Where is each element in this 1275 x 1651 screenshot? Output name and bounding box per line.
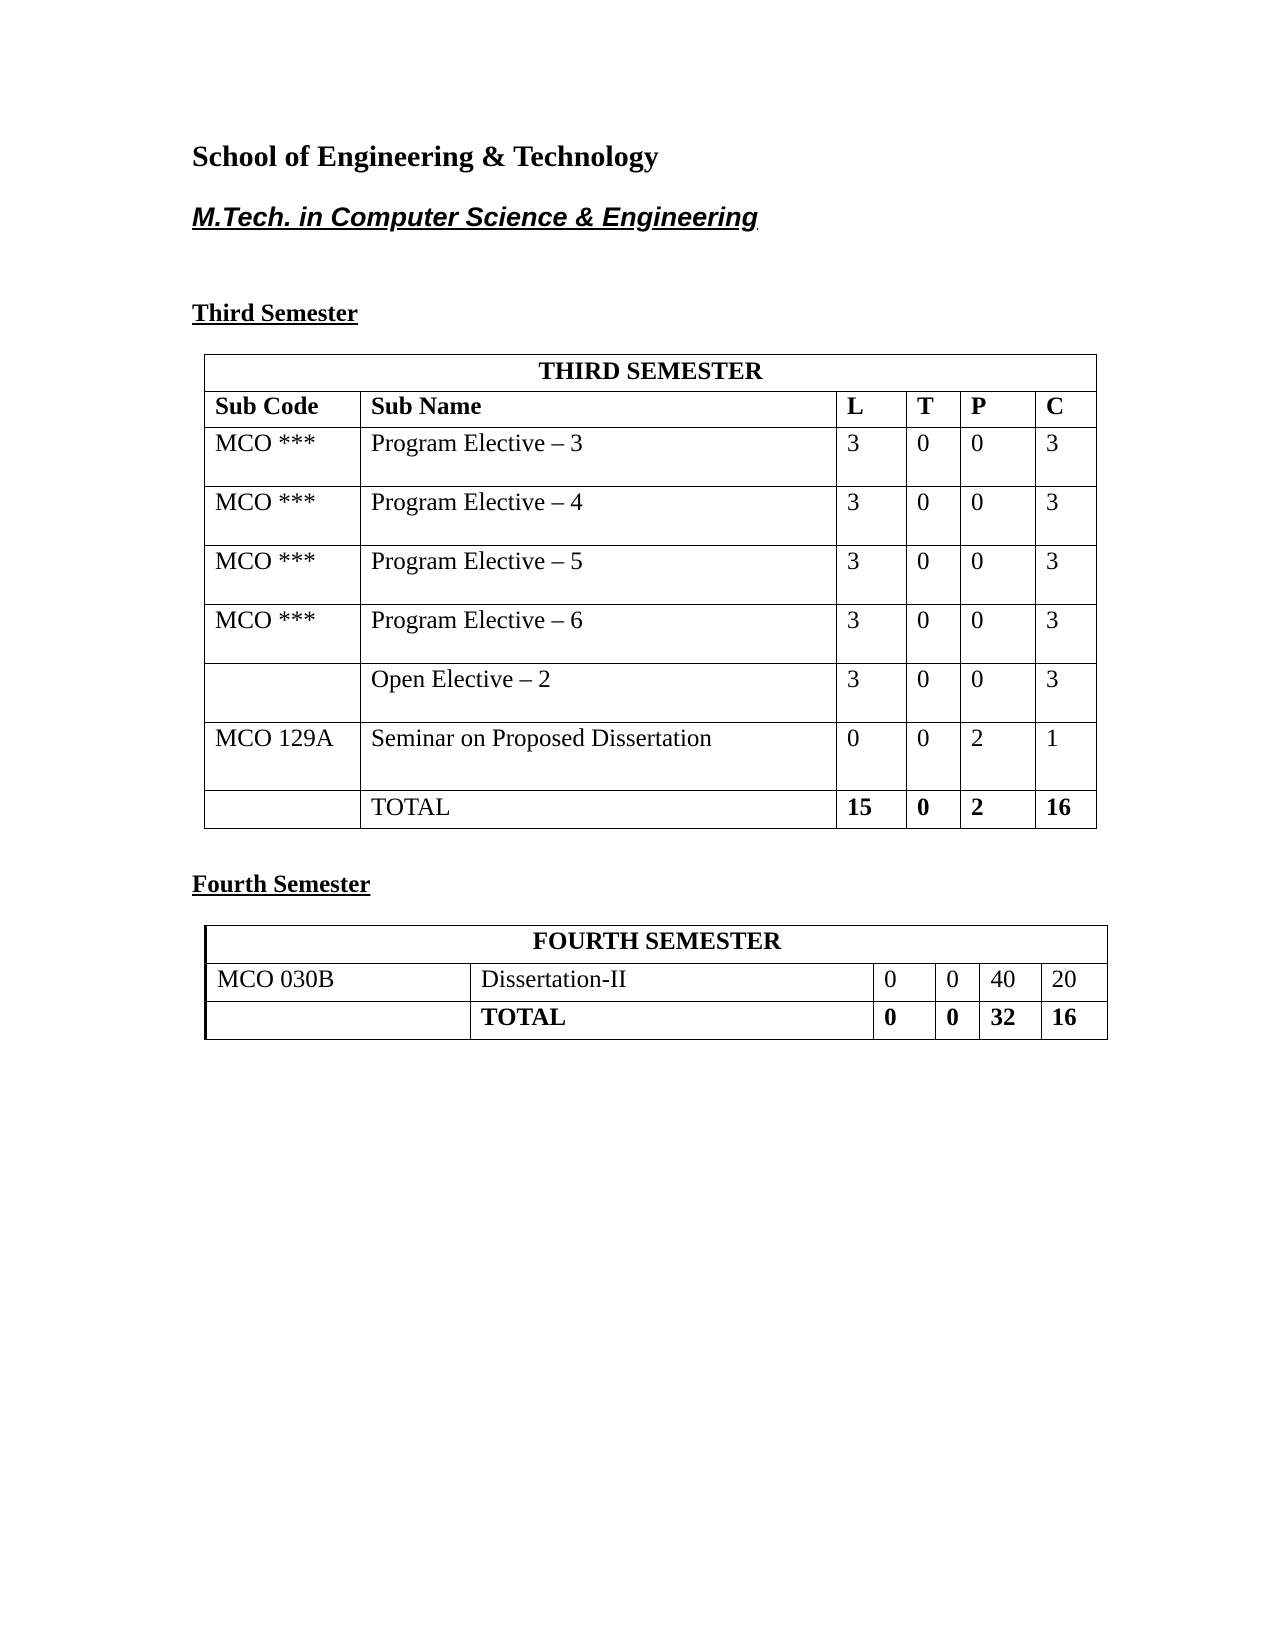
practical-hours: 0 xyxy=(961,664,1036,723)
lecture-hours: 3 xyxy=(837,487,907,546)
sub-code: MCO 030B xyxy=(206,964,471,1002)
practical-hours: 0 xyxy=(961,605,1036,664)
credits: 1 xyxy=(1036,723,1097,791)
total-label: TOTAL xyxy=(470,1002,873,1040)
sub-name: Program Elective – 5 xyxy=(361,546,837,605)
table-row xyxy=(205,428,1097,487)
total-lecture: 15 xyxy=(837,791,907,829)
practical-hours: 0 xyxy=(961,546,1036,605)
program-title: M.Tech. in Computer Science & Engineering xyxy=(192,202,759,232)
sub-name: Seminar on Proposed Dissertation xyxy=(361,723,837,791)
table-row xyxy=(206,964,1108,1002)
sub-name: Program Elective – 6 xyxy=(361,605,837,664)
tutorial-hours: 0 xyxy=(907,723,961,791)
lecture-hours: 3 xyxy=(837,664,907,723)
total-row xyxy=(206,1002,1108,1040)
sub-code xyxy=(205,791,361,829)
sub-name: Open Elective – 2 xyxy=(361,664,837,723)
lecture-hours: 0 xyxy=(837,723,907,791)
practical-hours: 0 xyxy=(961,428,1036,487)
total-lecture: 0 xyxy=(874,1002,936,1040)
sub-code xyxy=(206,1002,471,1040)
total-credits: 16 xyxy=(1036,791,1097,829)
lecture-hours: 3 xyxy=(837,546,907,605)
sub-code: MCO *** xyxy=(205,487,361,546)
tutorial-hours: 0 xyxy=(907,605,961,664)
fourth-semester-heading: Fourth Semester xyxy=(192,871,371,898)
fourth-semester-table xyxy=(204,925,1108,1040)
sub-name: Dissertation-II xyxy=(470,964,873,1002)
total-tutorial: 0 xyxy=(907,791,961,829)
credits: 20 xyxy=(1041,964,1107,1002)
total-row xyxy=(205,791,1097,829)
total-practical: 32 xyxy=(980,1002,1041,1040)
table-row xyxy=(205,664,1097,723)
sub-code: MCO *** xyxy=(205,428,361,487)
tutorial-hours: 0 xyxy=(936,964,980,1002)
total-label: TOTAL xyxy=(361,791,837,829)
table-row xyxy=(205,723,1097,791)
total-tutorial: 0 xyxy=(936,1002,980,1040)
practical-hours: 40 xyxy=(980,964,1041,1002)
column-header: T xyxy=(907,392,961,428)
sub-code: MCO 129A xyxy=(205,723,361,791)
sub-name: Program Elective – 4 xyxy=(361,487,837,546)
sub-name: Program Elective – 3 xyxy=(361,428,837,487)
credits: 3 xyxy=(1036,605,1097,664)
third-semester-heading: Third Semester xyxy=(192,300,358,327)
sub-code: MCO *** xyxy=(205,546,361,605)
tutorial-hours: 0 xyxy=(907,664,961,723)
credits: 3 xyxy=(1036,664,1097,723)
lecture-hours: 3 xyxy=(837,428,907,487)
sub-code xyxy=(205,664,361,723)
table-row xyxy=(205,487,1097,546)
practical-hours: 2 xyxy=(961,723,1036,791)
tutorial-hours: 0 xyxy=(907,428,961,487)
lecture-hours: 0 xyxy=(874,964,936,1002)
practical-hours: 0 xyxy=(961,487,1036,546)
total-practical: 2 xyxy=(961,791,1036,829)
table-row xyxy=(205,546,1097,605)
tutorial-hours: 0 xyxy=(907,546,961,605)
column-header: P xyxy=(961,392,1036,428)
credits: 3 xyxy=(1036,428,1097,487)
table-title: THIRD SEMESTER xyxy=(205,355,1097,392)
sub-code: MCO *** xyxy=(205,605,361,664)
column-header: Sub Code xyxy=(205,392,361,428)
column-header: C xyxy=(1036,392,1097,428)
lecture-hours: 3 xyxy=(837,605,907,664)
total-credits: 16 xyxy=(1041,1002,1107,1040)
column-header: L xyxy=(837,392,907,428)
table-title: FOURTH SEMESTER xyxy=(206,926,1108,964)
tutorial-hours: 0 xyxy=(907,487,961,546)
column-header: Sub Name xyxy=(361,392,837,428)
table-row xyxy=(205,605,1097,664)
credits: 3 xyxy=(1036,546,1097,605)
credits: 3 xyxy=(1036,487,1097,546)
school-title: School of Engineering & Technology xyxy=(192,140,659,173)
third-semester-table xyxy=(204,354,1097,829)
